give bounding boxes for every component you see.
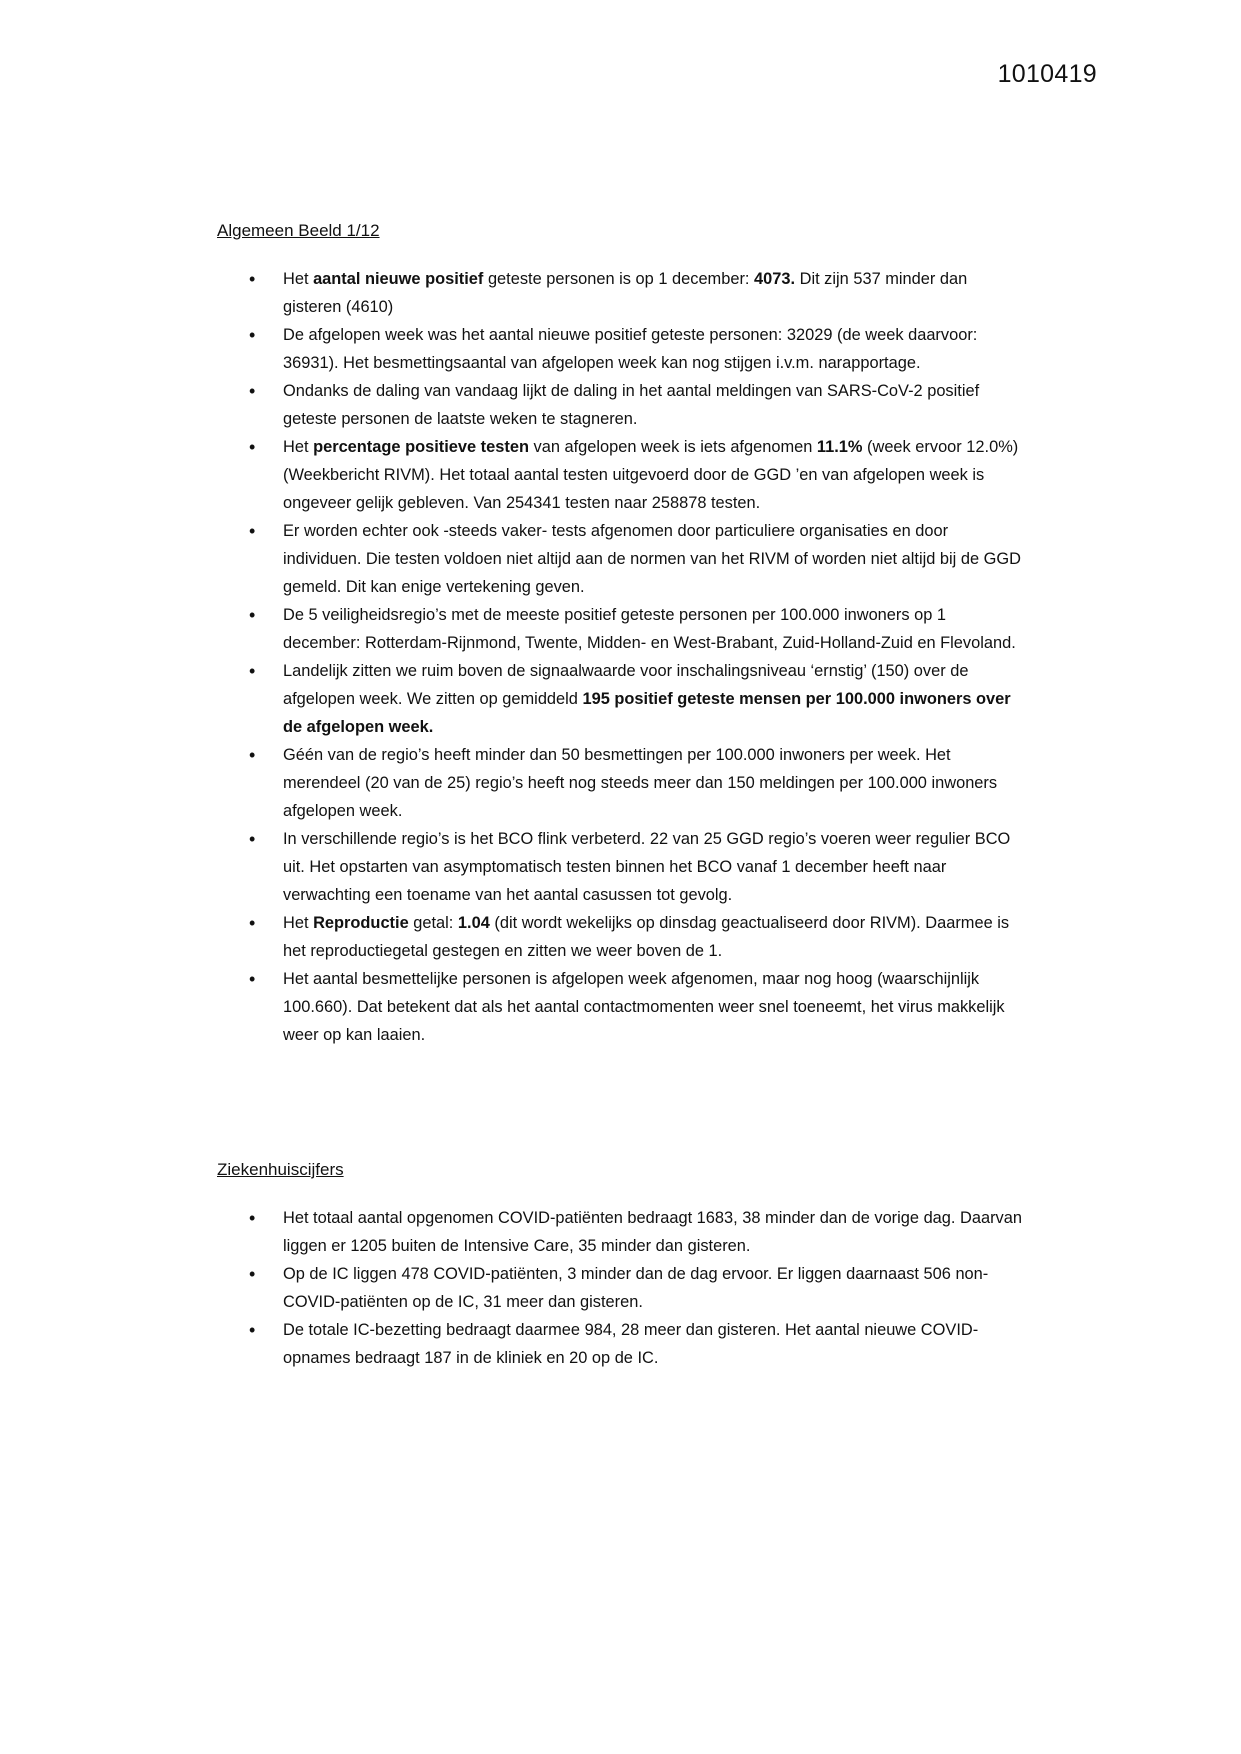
bold-text: 11.1% [816,438,863,456]
list-item [217,1204,1027,1260]
list-item [217,965,1027,1049]
list-item [217,741,1027,825]
text-segment: Landelijk zitten we ruim boven de signaalwaarde voor inschalingsniveau ‘ernstig’ (150) over de afgelopen week. We zitten op gemiddeld [283,662,969,708]
list-item [217,377,1027,433]
text-segment: Géén van de regio’s heeft minder dan 50 besmettingen per 100.000 inwoners per week. Het merendeel (20 van de 25) regio’s heeft nog steeds meer dan 150 meldingen per 100.000 inwoners afgelopen week. [283,746,998,820]
list-item [217,1260,1027,1316]
text-segment: geteste personen is op 1 december: [483,270,755,288]
list-item [217,909,1027,965]
text-segment: Op de IC liggen 478 COVID-patiënten, 3 minder dan de dag ervoor. Er liggen daarnaast 506 non-COVID-patiënten op de IC, 31 meer dan gisteren. [283,1265,989,1311]
text-segment: De afgelopen week was het aantal nieuwe positief geteste personen: 32029 (de week daarvoor: 36931). Het besmettingsaantal van afgelopen week kan nog stijgen i.v.m. narapportage. [283,326,978,372]
text-segment: Het [283,914,314,932]
text-segment: getal: [408,914,458,932]
list-item [217,1316,1027,1372]
list-item [217,265,1027,321]
section-ziekenhuiscijfers [217,1158,1027,1372]
bold-text: 195 positief geteste mensen per 100.000 inwoners over de afgelopen week. [283,690,1011,736]
text-segment: Het [283,270,314,288]
list-item [217,657,1027,741]
document-number: 1010419 [997,60,1097,88]
bold-text: aantal nieuwe positief [313,270,484,288]
section-heading: Ziekenhuiscijfers [217,1160,344,1179]
bold-text: 4073. [754,270,796,288]
text-segment: De 5 veiligheidsregio’s met de meeste positief geteste personen per 100.000 inwoners op 1 december: Rotterdam-Rijnmond, Twente, Midden- en West-Brabant, Zuid-Holland-Zuid en Flevoland. [283,606,1016,652]
text-segment: In verschillende regio’s is het BCO flink verbeterd. 22 van 25 GGD regio’s voeren weer regulier BCO uit. Het opstarten van asymptomatisch testen binnen het BCO vanaf 1 december heeft naar verwachting een toename van het aantal casussen tot gevolg. [283,830,1011,904]
text-segment: (week ervoor 12.0%) (Weekbericht RIVM). Het totaal aantal testen uitgevoerd door de GGD ’en van afgelopen week is ongeveer gelijk gebleven. Van 254341 testen naar 258878 testen. [283,438,1019,512]
section-heading: Algemeen Beeld 1/12 [217,221,380,240]
section-algemeen-beeld [217,219,1027,1049]
bold-text: percentage positieve testen [313,438,529,456]
text-segment: Het [283,438,314,456]
bullet-list [217,1204,1027,1372]
text-segment: Het aantal besmettelijke personen is afgelopen week afgenomen, maar nog hoog (waarschijnlijk 100.660). Dat betekent dat als het aantal contactmomenten weer snel toeneemt, het virus makkelijk weer op kan laaien. [283,970,1005,1044]
list-item [217,601,1027,657]
text-segment: Het totaal aantal opgenomen COVID-patiënten bedraagt 1683, 38 minder dan de vorige dag. Daarvan liggen er 1205 buiten de Intensive Care, 35 minder dan gisteren. [283,1209,1022,1255]
bold-text: 1.04 [457,914,490,932]
text-segment: Er worden echter ook -steeds vaker- tests afgenomen door particuliere organisaties en door individuen. Die testen voldoen niet altijd aan de normen van het RIVM of worden niet altijd bij de GGD gemeld. Dit kan enige vertekening geven. [283,522,1022,596]
text-segment: De totale IC-bezetting bedraagt daarmee 984, 28 meer dan gisteren. Het aantal nieuwe COVID-opnames bedraagt 187 in de kliniek en 20 op de IC. [283,1321,979,1367]
text-segment: Ondanks de daling van vandaag lijkt de daling in het aantal meldingen van SARS-CoV-2 positief geteste personen de laatste weken te stagneren. [283,382,980,428]
list-item [217,321,1027,377]
list-item [217,517,1027,601]
bold-text: Reproductie [313,914,409,932]
text-segment: (dit wordt wekelijks op dinsdag geactualiseerd door RIVM). Daarmee is het reproductiegetal gestegen en zitten we weer boven de 1. [283,914,1010,960]
list-item [217,825,1027,909]
bullet-list [217,265,1027,1049]
text-segment: Dit zijn 537 minder dan gisteren (4610) [283,270,968,316]
text-segment: van afgelopen week is iets afgenomen [528,438,817,456]
list-item [217,433,1027,517]
